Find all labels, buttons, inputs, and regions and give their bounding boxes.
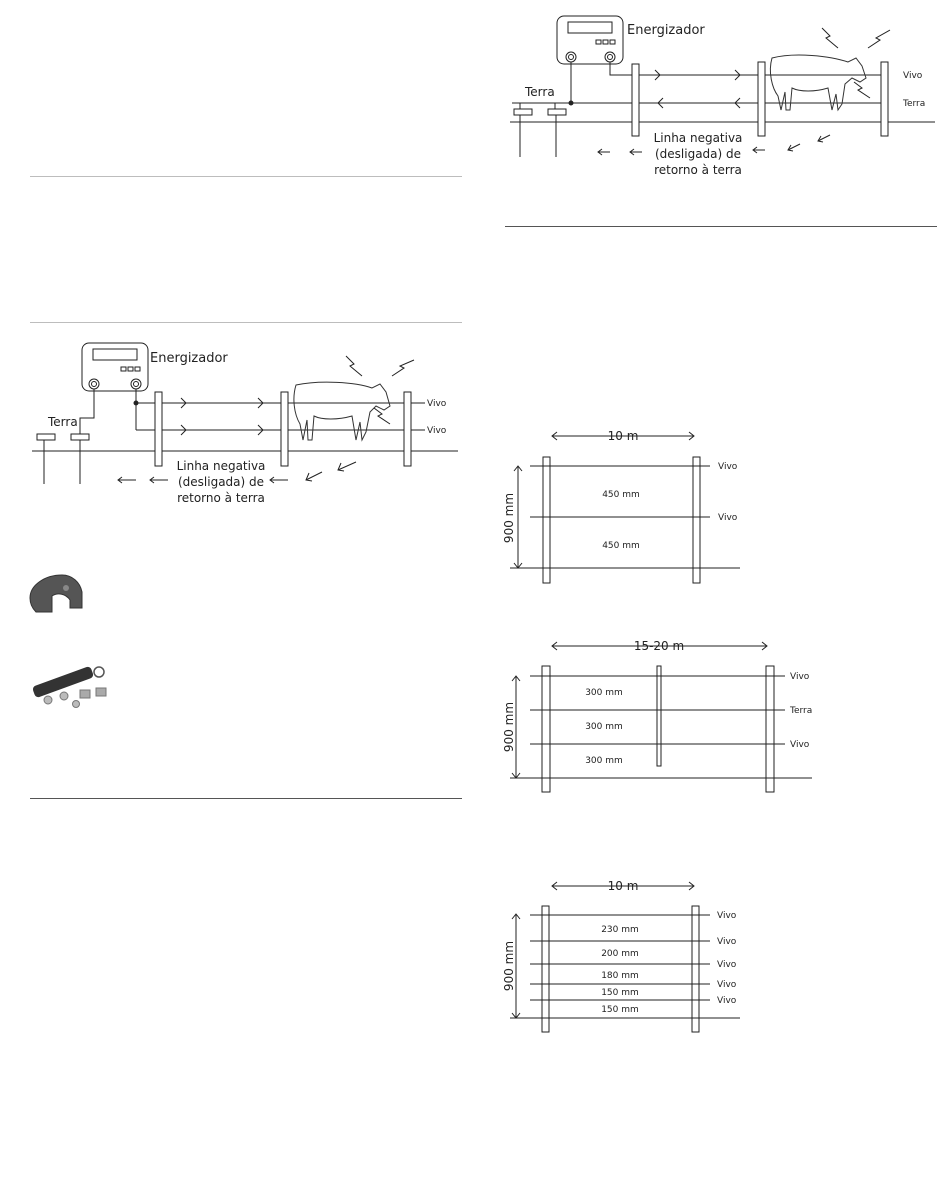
earth-label: Terra [525,85,555,99]
gap-1-2: 450 mm [602,541,640,551]
wire-3-5: Vivo [717,996,737,1006]
wire-2-3: Vivo [790,740,810,750]
return-line-2-2: (desligada) de [177,475,265,489]
wire-label-top-2: Vivo [427,399,447,409]
return-line-1: Linha negativa [653,131,743,145]
wire-3-3: Vivo [717,960,737,970]
gap-3-5: 150 mm [601,1005,639,1015]
wire-3-4: Vivo [717,980,737,990]
return-line-3-2: retorno à terra [177,491,265,505]
gap-3-3: 180 mm [601,971,639,981]
span-label-3: 10 m [607,879,639,893]
gap-2-2: 300 mm [585,722,623,732]
wire-2-1: Vivo [790,672,810,682]
span-label-2: 15-20 m [633,639,685,653]
gap-3-4: 150 mm [601,988,639,998]
energizer-label-2: Energizador [150,351,228,366]
wire-1-1: Vivo [718,462,738,472]
return-line-2: (desligada) de [654,147,742,161]
wire-label-top: Vivo [903,71,923,81]
energizer-label: Energizador [627,23,705,38]
height-label-1: 900 mm [502,492,516,544]
wire-label-bottom: Terra [903,99,926,109]
gap-2-1: 300 mm [585,688,623,698]
gap-3-2: 200 mm [601,949,639,959]
height-label-2: 900 mm [502,701,516,753]
earth-label-2: Terra [48,415,78,429]
gap-1-1: 450 mm [602,490,640,500]
wire-label-bottom-2: Vivo [427,426,447,436]
wire-1-2: Vivo [718,513,738,523]
return-line-3: retorno à terra [654,163,742,177]
wire-3-1: Vivo [717,911,737,921]
wire-3-2: Vivo [717,937,737,947]
wire-2-2: Terra [790,706,813,716]
return-line-1-2: Linha negativa [176,459,266,473]
height-label-3: 900 mm [502,940,516,992]
gap-2-3: 300 mm [585,756,623,766]
span-label-1: 10 m [607,429,639,443]
gap-3-1: 230 mm [601,925,639,935]
